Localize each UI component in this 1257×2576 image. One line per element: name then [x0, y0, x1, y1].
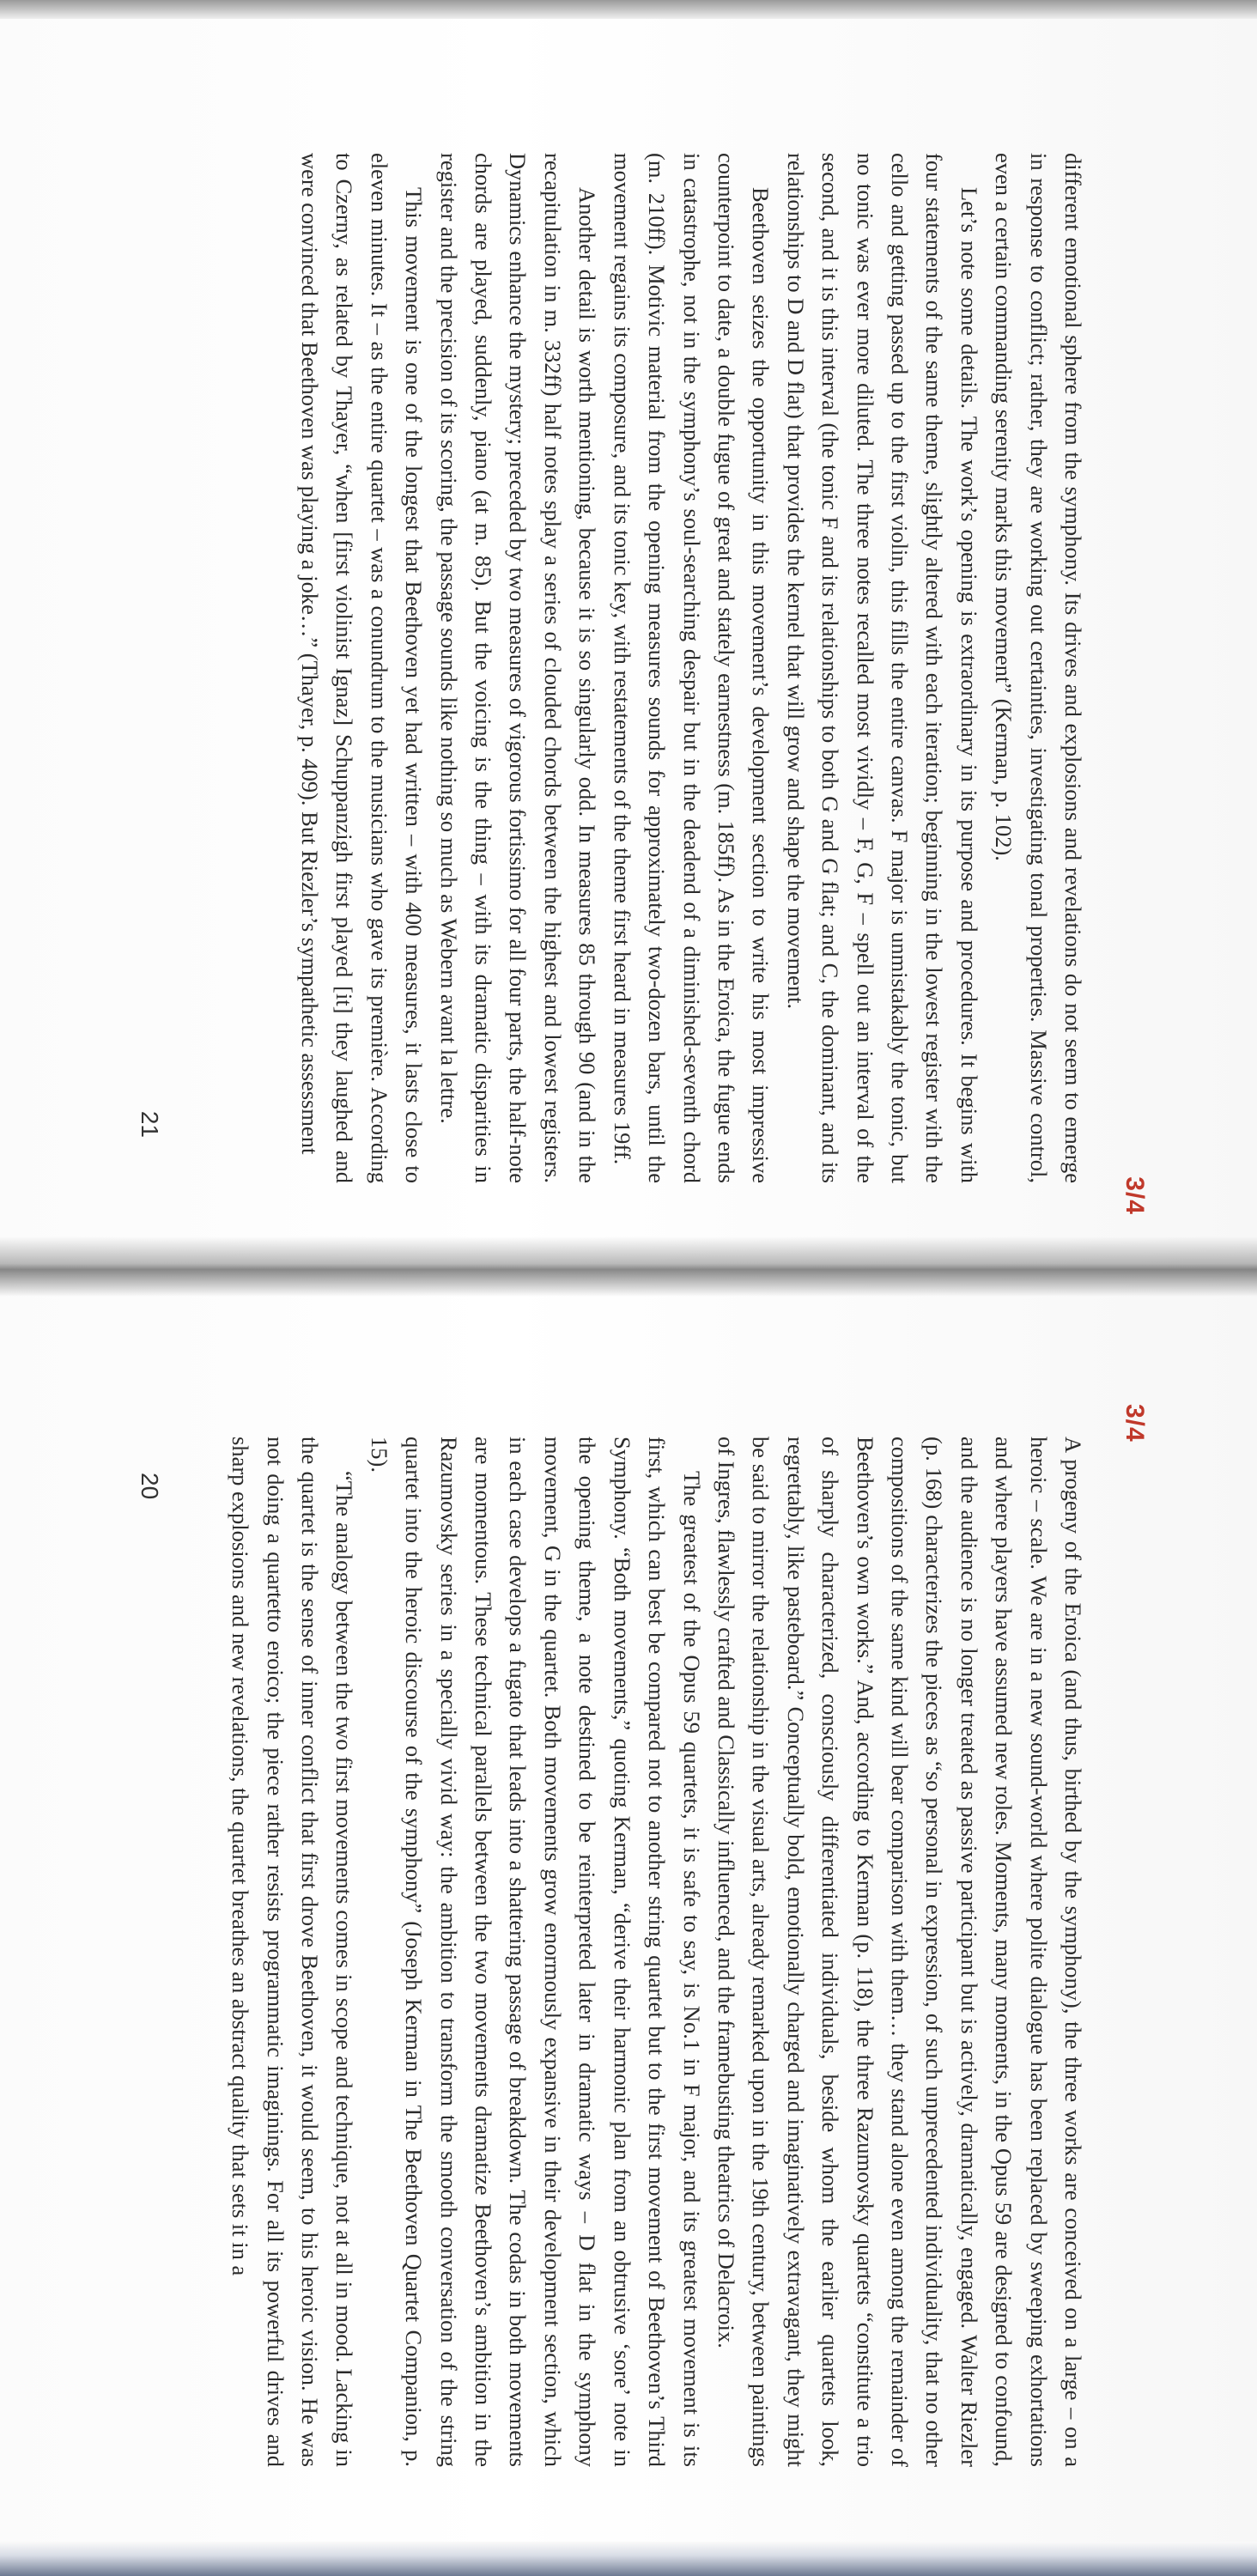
paragraph: Let’s note some details. The work’s opening is extraordinary in its purpose and procedures. It begins with four statements of the same theme, slightly altered with each iteration; beginning in the lowest register with the cello and getting passed up to the first violin, this fills the entire canvas. F major is unmistakably the tonic, but no tonic was ever more diluted. The three notes recalled most vividly – F, G, F – spell out an interval of the second, and it is this interval (the tonic F and its relationships to both G and G flat; and C, the dominant, and its relationships to D and D flat) that provides the kernel that will grow and shape the movement. [782, 153, 982, 1183]
paragraph: Another detail is worth mentioning, because it is so singularly odd. In measures 85 through 90 (and in the recapitulation in m. 332ff) half notes splay a series of clouded chords between the highest and lowest registers. Dynamics enhance the mystery; preceded by two measures of vigorous fortissimo for all four parts, the half-note chords are played, suddenly, piano (at m. 85). But the voicing is the thing – with its dramatic disparities in register and the precision of its scoring, the passage sounds like nothing so much as Webern avant la lettre. [435, 153, 601, 1183]
paragraph: The greatest of the Opus 59 quartets, it is safe to say, is No.1 in F major, and its greatest movement is its first, which can best be compared not to another string quartet but to the first movement of Beethoven’s Third Symphony. “Both movements,” quoting Kerman, “derive their harmonic plan from an obtrusive ‘sore’ note in the opening theme, a note destined to be reinterpreted later in dramatic ways – D flat in the symphony movement, G in the quartet. Both movements grow enormously expansive in their development section, which in each case develops a fugato that leads into a shattering passage of breakdown. The codas in both movements are momentous. These technical parallels between the two movements dramatize Beethoven’s ambition in the Razumovsky series in a specially vivid way: the ambition to transform the smooth conversation of the string quartet into the heroic discourse of the symphony” (Joseph Kerman in The Beethoven Quartet Companion, p. 15). [366, 1437, 705, 2467]
page-21 [118, 86, 1183, 1249]
page-number: 20 [137, 1473, 163, 1500]
body-text [223, 1437, 1090, 2467]
body-text [293, 153, 1090, 1183]
paragraph: A progeny of the Eroica (and thus, birthed by the symphony), the three works are conceived on a large – on a heroic – scale. We are in a new sound-world where polite dialogue has been replaced by sweeping exhortations and where players have assumed new roles. Moments, many moments, in the Opus 59 are designed to confound, and the audience is no longer treated as passive participant but is actively, dramatically, engaged. Walter Riezler (p. 168) characterizes the pieces as “so personal in expression, of such unprecedented individuality, that no other compositions of the same kind will bear comparison with them… they stand alone even among the remainder of Beethoven’s own works.” And, according to Kerman (p. 118), the three Razumovsky quartets “constitute a trio of sharply characterized, consciously differentiated individuals, beside whom the earlier quartets look, regrettably, like pasteboard.” Conceptually bold, emotionally charged and imaginatively extravagant, they might be said to mirror the relationship in the visual arts, already remarked upon in the 19th century, between paintings of Ingres, flawlessly crafted and Classically influenced, and the framebusting theatrics of Delacroix. [713, 1437, 1086, 2467]
page-top-edge [0, 0, 1257, 19]
page-20 [118, 1370, 1183, 2533]
paragraph: different emotional sphere from the symphony. Its drives and explosions and revelations do not seem to emerge in response to conflict; rather, they are working out certainties, investigating tonal properties. Massive control, even a certain commanding serenity marks this movement” (Kerman, p. 102). [991, 153, 1086, 1183]
paragraph: “The analogy between the two first movements comes in scope and technique, not at all in mood. Lacking in the quartet is the sense of inner conflict that first drove Beethoven, it would seem, to his heroic vision. He was not doing a quartetto eroico; the piece rather resists programmatic imaginings. For all its powerful drives and sharp explosions and new revelations, the quartet breathes an abstract quality that sets it in a [228, 1437, 358, 2467]
paragraph: Beethoven seizes the opportunity in this movement’s development section to write his most impressive counterpoint to date, a double fugue of great and stately earnestness (m. 185ff). As in the Eroica, the fugue ends in catastrophe, not in the symphony’s soul-searching despair but in the deadend of a diminished-seventh chord (m. 210ff). Motivic material from the opening measures sounds for approximately two-dozen bars, until the movement regains its composure, and its tonic key, with restatements of the theme first heard in measures 19ff. [609, 153, 774, 1183]
page-bottom-edge [0, 2542, 1257, 2576]
paragraph: This movement is one of the longest that Beethoven yet had written – with 400 measures, it lasts close to eleven minutes. It – as the entire quartet – was a conundrum to the musicians who gave its première. According to Czerny, as related by Thayer, “when [first violinist Ignaz] Schuppanzigh first played [it] they laughed and were convinced that Beethoven was playing a joke…” (Thayer, p. 409). But Riezler’s sympathetic assessment [297, 153, 428, 1183]
section-marker: 3/4 [1120, 1176, 1149, 1215]
section-marker: 3/4 [1120, 1404, 1149, 1443]
page-number: 21 [137, 1110, 163, 1138]
